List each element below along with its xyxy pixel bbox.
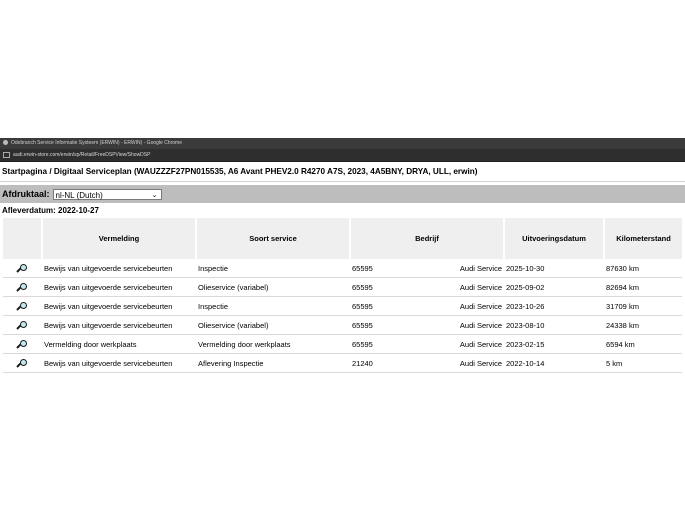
magnifier-icon[interactable] <box>17 358 28 369</box>
cell-bedrijf-name: Audi Service <box>459 358 502 368</box>
cell-soort-service: Olieservice (variabel) <box>196 278 350 297</box>
table-row <box>3 259 682 278</box>
cell-uitvoeringsdatum: 2023-10-26 <box>504 297 604 316</box>
cell-bedrijf <box>350 297 504 316</box>
cell-bedrijf <box>350 354 504 373</box>
magnifier-icon[interactable] <box>17 263 28 274</box>
chevron-down-icon[interactable]: ⌄ <box>151 191 158 199</box>
cell-uitvoeringsdatum: 2023-02-15 <box>504 335 604 354</box>
cell-uitvoeringsdatum: 2025-09-02 <box>504 278 604 297</box>
page-info-icon[interactable] <box>3 152 10 158</box>
cell-soort-service: Vermelding door werkplaats <box>196 335 350 354</box>
cell-bedrijf-code: 21240 <box>352 358 373 368</box>
cell-bedrijf-name: Audi Service <box>459 339 502 349</box>
window-titlebar <box>0 138 685 149</box>
cell-soort-service: Inspectie <box>196 259 350 278</box>
table-header-row <box>3 218 682 259</box>
cell-bedrijf-name: Audi Service <box>459 320 502 330</box>
cell-bedrijf <box>350 278 504 297</box>
table-row <box>3 316 682 335</box>
cell-kilometerstand: 87630 km <box>604 259 682 278</box>
cell-vermelding: Bewijs van uitgevoerde servicebeurten <box>42 278 196 297</box>
cell-bedrijf-name: Audi Service <box>459 263 502 273</box>
view-cell[interactable] <box>3 278 42 297</box>
cell-bedrijf <box>350 335 504 354</box>
cell-kilometerstand: 5 km <box>604 354 682 373</box>
table-row <box>3 335 682 354</box>
view-cell[interactable] <box>3 335 42 354</box>
print-language-label: Afdruktaal: <box>2 189 50 199</box>
cell-soort-service: Olieservice (variabel) <box>196 316 350 335</box>
header-icon <box>3 218 42 259</box>
window-title: Odebranch Service Informatie Systeem (ERWIN) - ERWIN) - Google Chrome <box>11 140 182 146</box>
header-vermelding: Vermelding <box>42 218 196 259</box>
cell-uitvoeringsdatum: 2025-10-30 <box>504 259 604 278</box>
cell-bedrijf <box>350 316 504 335</box>
view-cell[interactable] <box>3 259 42 278</box>
print-language-value: nl-NL (Dutch) <box>55 190 103 200</box>
cell-kilometerstand: 82694 km <box>604 278 682 297</box>
cell-uitvoeringsdatum: 2023-08-10 <box>504 316 604 335</box>
cell-bedrijf-code: 65595 <box>352 301 373 311</box>
cell-vermelding: Bewijs van uitgevoerde servicebeurten <box>42 259 196 278</box>
magnifier-icon[interactable] <box>17 282 28 293</box>
delivery-date: Afleverdatum: 2022-10-27 <box>2 206 99 215</box>
cell-uitvoeringsdatum: 2022-10-14 <box>504 354 604 373</box>
browser-window <box>0 138 685 376</box>
cell-vermelding: Bewijs van uitgevoerde servicebeurten <box>42 316 196 335</box>
cell-soort-service: Aflevering Inspectie <box>196 354 350 373</box>
cell-bedrijf-code: 65595 <box>352 339 373 349</box>
magnifier-icon[interactable] <box>17 320 28 331</box>
cell-vermelding: Bewijs van uitgevoerde servicebeurten <box>42 354 196 373</box>
url-text[interactable]: audi.erwin-store.com/erwin/sp/Retail/FreeDSPView/ShowDSP <box>13 152 151 158</box>
header-soort-service: Soort service <box>196 218 350 259</box>
header-kilometerstand: Kilometerstand <box>604 218 682 259</box>
cell-bedrijf-name: Audi Service <box>459 301 502 311</box>
address-bar[interactable] <box>0 149 685 162</box>
view-cell[interactable] <box>3 316 42 335</box>
print-language-bar <box>0 185 685 203</box>
cell-bedrijf-code: 65595 <box>352 282 373 292</box>
cell-kilometerstand: 31709 km <box>604 297 682 316</box>
cell-bedrijf <box>350 259 504 278</box>
magnifier-icon[interactable] <box>17 301 28 312</box>
header-bedrijf: Bedrijf <box>350 218 504 259</box>
magnifier-icon[interactable] <box>17 339 28 350</box>
table-row <box>3 354 682 373</box>
view-cell[interactable] <box>3 297 42 316</box>
view-cell[interactable] <box>3 354 42 373</box>
table-row <box>3 278 682 297</box>
cell-bedrijf-code: 65595 <box>352 320 373 330</box>
cell-bedrijf-name: Audi Service <box>459 282 502 292</box>
chrome-icon <box>3 140 8 145</box>
header-uitvoeringsdatum: Uitvoeringsdatum <box>504 218 604 259</box>
cell-bedrijf-code: 65595 <box>352 263 373 273</box>
cell-kilometerstand: 6594 km <box>604 335 682 354</box>
print-language-select[interactable] <box>53 189 162 200</box>
cell-soort-service: Inspectie <box>196 297 350 316</box>
cell-kilometerstand: 24338 km <box>604 316 682 335</box>
cell-vermelding: Vermelding door werkplaats <box>42 335 196 354</box>
service-table <box>3 218 682 373</box>
breadcrumb: Startpagina / Digitaal Serviceplan (WAUZZZF27PN015535, A6 Avant PHEV2.0 R4270 A7S, 2023, 4A5BNY, DRYA, ULL, erwin) <box>0 162 685 182</box>
cell-vermelding: Bewijs van uitgevoerde servicebeurten <box>42 297 196 316</box>
table-row <box>3 297 682 316</box>
